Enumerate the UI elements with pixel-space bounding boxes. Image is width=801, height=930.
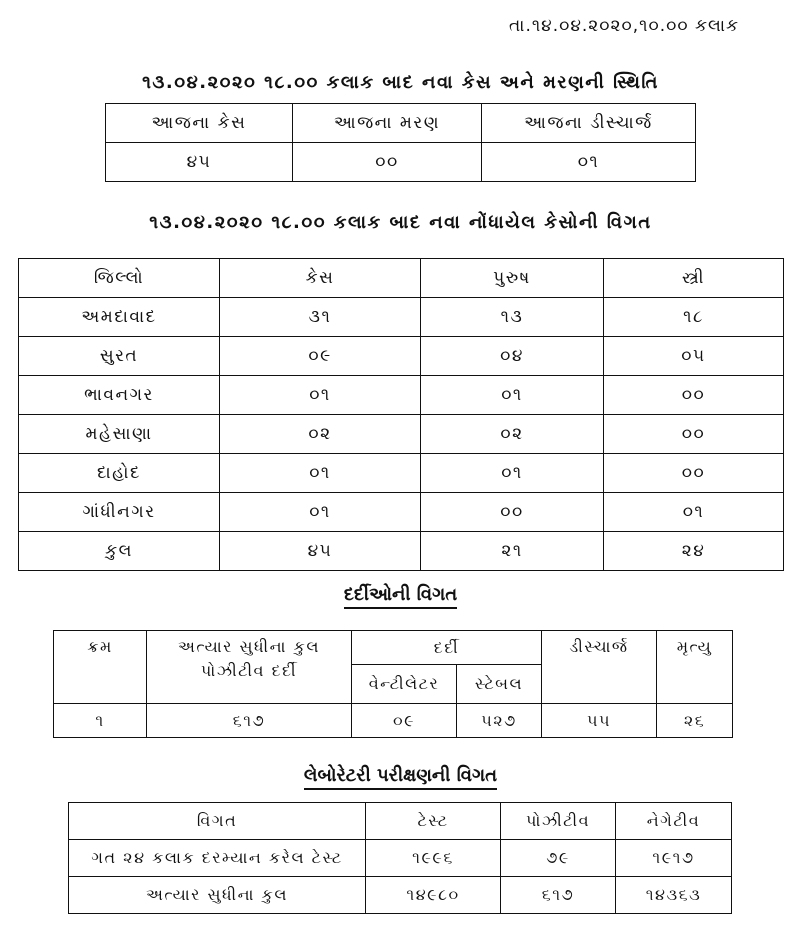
district-name: ગાંધીનગર (19, 493, 220, 532)
lab-test: ૧૯૯૬ (366, 840, 501, 877)
district-female: ૦૧ (604, 493, 784, 532)
table-row (106, 143, 696, 182)
table-row (69, 840, 732, 877)
header-today-cases: આજના કેસ (106, 104, 293, 143)
section3-title: દર્દીઓની વિગત (344, 584, 457, 609)
district-name: ભાવનગર (19, 376, 220, 415)
header-district: જિલ્લો (19, 259, 220, 298)
district-male: ૧૩ (421, 298, 604, 337)
table-total-row (19, 532, 784, 571)
total-label: કુલ (19, 532, 220, 571)
header-ventilator: વેન્ટીલેટર (352, 665, 457, 704)
lab-negative: ૧૪૩૬૩ (616, 877, 732, 914)
table-header-row (54, 631, 733, 665)
header-total-line2: પોઝીટીવ દર્દી (200, 661, 298, 680)
district-male: ૦૧ (421, 454, 604, 493)
header-total-positive (147, 631, 352, 704)
header-total-line1: અત્યાર સુધીના કુલ (178, 637, 320, 656)
table-row (19, 298, 784, 337)
value-serial: ૧ (54, 704, 147, 738)
table-row (69, 877, 732, 914)
patients-table (53, 630, 733, 738)
district-name: સુરત (19, 337, 220, 376)
district-cases: ૦૧ (220, 454, 421, 493)
header-today-deaths: આજના મરણ (293, 104, 482, 143)
value-today-cases: ૪૫ (106, 143, 293, 182)
district-cases: ૦૧ (220, 376, 421, 415)
value-ventilator: ૦૯ (352, 704, 457, 738)
header-cases: કેસ (220, 259, 421, 298)
district-female: ૦૦ (604, 454, 784, 493)
table-row (19, 493, 784, 532)
table-row (19, 415, 784, 454)
header-negative: નેગેટીવ (616, 803, 732, 840)
value-today-deaths: ૦૦ (293, 143, 482, 182)
today-summary-table (105, 103, 696, 182)
value-stable: ૫૨૭ (457, 704, 542, 738)
value-today-discharge: ૦૧ (482, 143, 696, 182)
date-line: તા.૧૪.૦૪.૨૦૨૦,૧૦.૦૦ કલાક (509, 16, 739, 36)
header-patients: દર્દી (352, 631, 542, 665)
district-female: ૦૫ (604, 337, 784, 376)
section1-title: ૧૩.૦૪.૨૦૨૦ ૧૮.૦૦ કલાક બાદ નવા કેસ અને મરણની સ્થિતિ (142, 72, 659, 93)
lab-positive: ૭૯ (501, 840, 616, 877)
header-male: પુરુષ (421, 259, 604, 298)
table-row (54, 704, 733, 738)
lab-detail: ગત ૨૪ કલાક દરમ્યાન કરેલ ટેસ્ટ (69, 840, 366, 877)
total-male: ૨૧ (421, 532, 604, 571)
lab-detail: અત્યાર સુધીના કુલ (69, 877, 366, 914)
header-detail: વિગત (69, 803, 366, 840)
header-test: ટેસ્ટ (366, 803, 501, 840)
header-death: મૃત્યુ (657, 631, 733, 704)
district-female: ૦૦ (604, 415, 784, 454)
section3-title-wrap (0, 584, 801, 605)
header-female: સ્ત્રી (604, 259, 784, 298)
table-row (19, 376, 784, 415)
table-header-row (69, 803, 732, 840)
table-header-row (106, 104, 696, 143)
laboratory-table (68, 802, 732, 914)
lab-test: ૧૪૯૮૦ (366, 877, 501, 914)
district-cases: ૩૧ (220, 298, 421, 337)
total-cases: ૪૫ (220, 532, 421, 571)
header-positive: પોઝીટીવ (501, 803, 616, 840)
district-name: દાહોદ (19, 454, 220, 493)
district-female: ૧૮ (604, 298, 784, 337)
district-cases: ૦૧ (220, 493, 421, 532)
header-serial: ક્રમ (54, 631, 147, 704)
district-cases-table (18, 258, 784, 571)
table-header-row (19, 259, 784, 298)
district-cases: ૦૯ (220, 337, 421, 376)
header-discharge: ડીસ્ચાર્જ (542, 631, 657, 704)
value-discharge: ૫૫ (542, 704, 657, 738)
table-row (19, 337, 784, 376)
table-row (19, 454, 784, 493)
district-female: ૦૦ (604, 376, 784, 415)
district-male: ૦૪ (421, 337, 604, 376)
district-male: ૦૦ (421, 493, 604, 532)
lab-positive: ૬૧૭ (501, 877, 616, 914)
section2-title: ૧૩.૦૪.૨૦૨૦ ૧૮.૦૦ કલાક બાદ નવા નોંધાયેલ કેસોની વિગત (149, 212, 652, 233)
header-today-discharge: આજના ડીસ્ચાર્જ (482, 104, 696, 143)
lab-negative: ૧૯૧૭ (616, 840, 732, 877)
total-female: ૨૪ (604, 532, 784, 571)
district-name: અમદાવાદ (19, 298, 220, 337)
district-male: ૦૨ (421, 415, 604, 454)
district-cases: ૦૨ (220, 415, 421, 454)
value-death: ૨૬ (657, 704, 733, 738)
district-name: મહેસાણા (19, 415, 220, 454)
section4-title: લેબોરેટરી પરીક્ષણની વિગત (304, 765, 497, 790)
district-male: ૦૧ (421, 376, 604, 415)
value-total-positive: ૬૧૭ (147, 704, 352, 738)
header-stable: સ્ટેબલ (457, 665, 542, 704)
section4-title-wrap (0, 765, 801, 786)
